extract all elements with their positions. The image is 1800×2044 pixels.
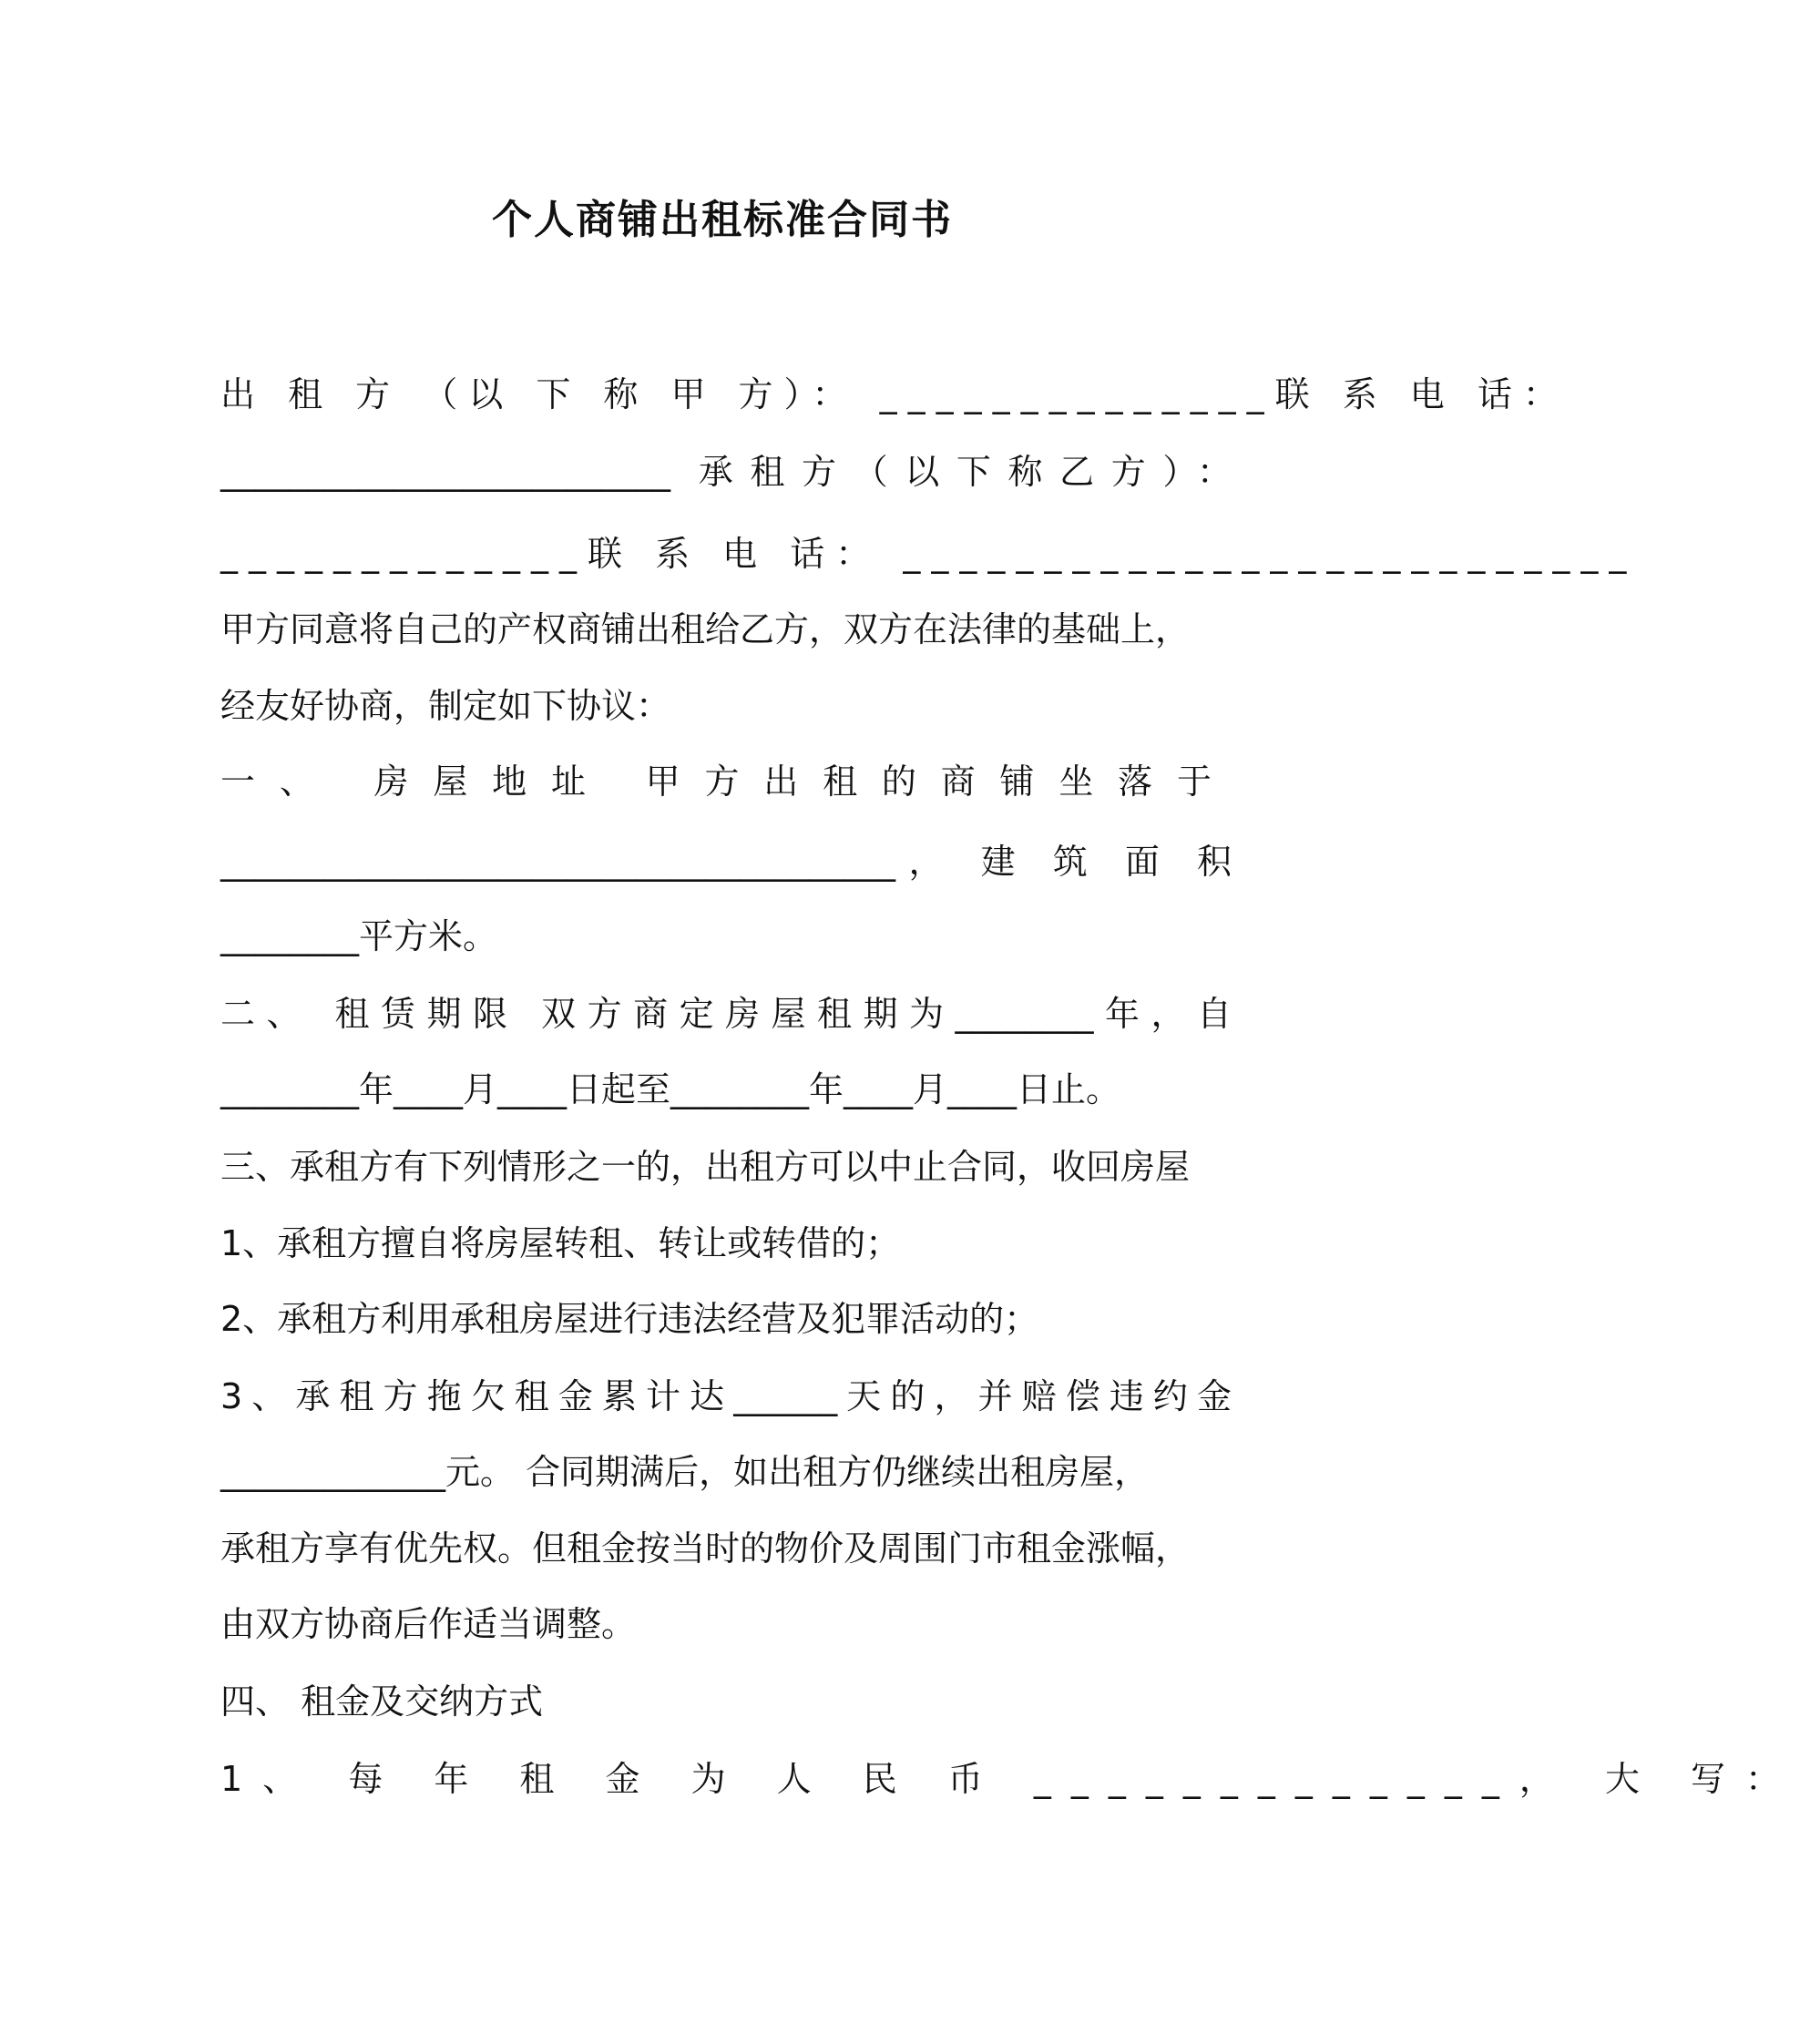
text-line: 经友好协商，制定如下协议： [220, 686, 671, 726]
list-item: 3、承租方拖欠租金累计达______天的，并赔偿违约金 [220, 1376, 1232, 1416]
text-line: _____________元。 合同期满后，如出租方仍继续出租房屋， [220, 1452, 1150, 1492]
list-item: 1、承租方擅自将房屋转租、转让或转借的； [220, 1223, 901, 1263]
text-line: 甲方同意将自己的产权商铺出租给乙方，双方在法律的基础上， [220, 609, 1191, 649]
section-heading: 四、 租金及交纳方式 [220, 1681, 544, 1722]
text-line: __________________________ 承租方（以下称乙方）： [220, 452, 1232, 492]
section-heading: 三、承租方有下列情形之一的，出租方可以中止合同，收回房屋 [220, 1147, 1191, 1187]
text-line: 承租方享有优先权。但租金按当时的物价及周围门市租金涨幅， [220, 1528, 1191, 1569]
text-line: _____________联 系 电 话： __________________________ [220, 534, 1638, 574]
list-item: 1、 每 年 租 金 为 人 民 币 _____________， 大 写： [220, 1759, 1800, 1799]
list-item: 2、承租方利用承租房屋进行违法经营及犯罪活动的； [220, 1299, 1039, 1339]
text-line: 由双方协商后作适当调整。 [220, 1604, 637, 1644]
section-heading: 二、 租赁期限 双方商定房屋租期为________年，自 [220, 994, 1232, 1034]
document-title: 个人商铺出租标准合同书 [492, 197, 953, 243]
text-line: 出 租 方 （以 下 称 甲 方）： ______________联 系 电 话： [220, 374, 1569, 414]
text-line: _______________________________________， 建 筑 面 积 [220, 842, 1232, 882]
text-line: ________平方米。 [220, 916, 498, 956]
text-line: ________年____月____日起至________年____月____日止。 [220, 1069, 1121, 1109]
section-heading: 一、 房屋地址 甲方出租的商铺坐落于 [220, 761, 1232, 802]
